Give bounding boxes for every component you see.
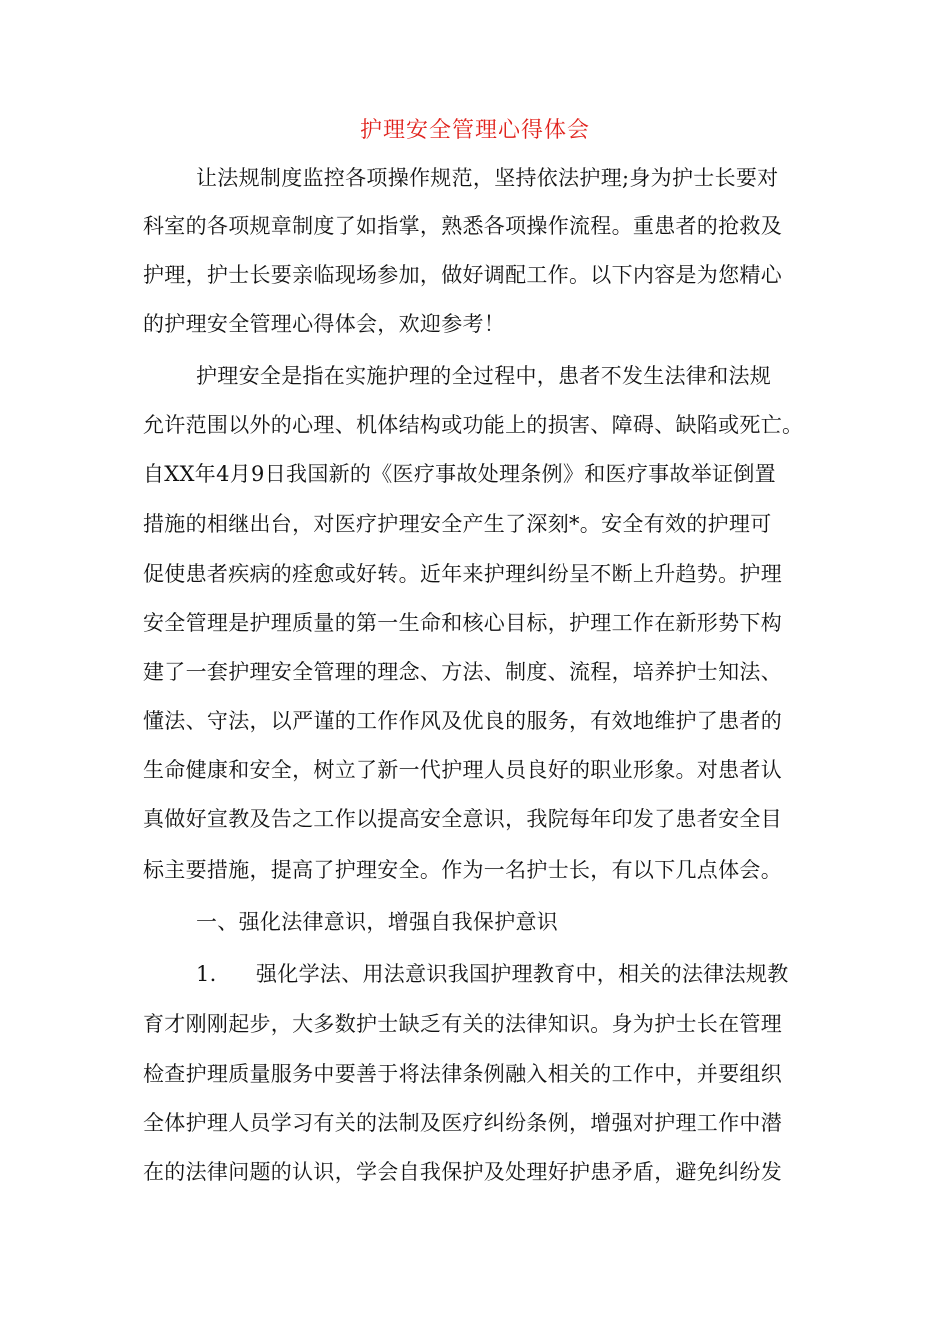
paragraph-line: 科室的各项规章制度了如指掌，熟悉各项操作流程。重患者的抢救及 <box>143 214 782 238</box>
paragraph-line: 促使患者疾病的痊愈或好转。近年来护理纠纷呈不断上升趋势。护理 <box>143 562 782 586</box>
paragraph-line: 育才刚刚起步，大多数护士缺乏有关的法律知识。身为护士长在管理 <box>143 1012 782 1036</box>
paragraph-line: 措施的相继出台，对医疗护理安全产生了深刻*。安全有效的护理可 <box>143 512 772 536</box>
paragraph-line: 生命健康和安全，树立了新一代护理人员良好的职业形象。对患者认 <box>143 758 782 782</box>
paragraph-line: 让法规制度监控各项操作规范，坚持依法护理;身为护士长要对 <box>196 166 779 190</box>
paragraph-line: 懂法、守法，以严谨的工作作风及优良的服务，有效地维护了患者的 <box>143 709 782 733</box>
paragraph-line: 建了一套护理安全管理的理念、方法、制度、流程，培养护士知法、 <box>143 660 782 684</box>
paragraph-line: 全体护理人员学习有关的法制及医疗纠纷条例，增强对护理工作中潜 <box>143 1111 782 1135</box>
paragraph-line: 检查护理质量服务中要善于将法律条例融入相关的工作中，并要组织 <box>143 1062 782 1086</box>
paragraph-line: 护理安全是指在实施护理的全过程中，患者不发生法律和法规 <box>196 364 772 388</box>
paragraph-line: 在的法律问题的认识，学会自我保护及处理好护患矛盾，避免纠纷发 <box>143 1160 782 1184</box>
document-title: 护理安全管理心得体会 <box>359 118 590 143</box>
paragraph-line: 标主要措施，提高了护理安全。作为一名护士长，有以下几点体会。 <box>143 858 782 882</box>
paragraph-line: 护理，护士长要亲临现场参加，做好调配工作。以下内容是为您精心 <box>143 263 782 287</box>
item-text: 强化学法、用法意识我国护理教育中，相关的法律法规教 <box>256 962 789 986</box>
paragraph-line: 自XX年4月9日我国新的《医疗事故处理条例》和医疗事故举证倒置 <box>143 462 776 486</box>
paragraph-line: 的护理安全管理心得体会，欢迎参考！ <box>143 312 506 336</box>
item-number: 1. <box>196 962 217 986</box>
paragraph-line: 允许范围以外的心理、机体结构或功能上的损害、障碍、缺陷或死亡。 <box>143 413 804 437</box>
paragraph-line: 真做好宣教及告之工作以提高安全意识，我院每年印发了患者安全目 <box>143 807 782 831</box>
paragraph-line: 安全管理是护理质量的第一生命和核心目标，护理工作在新形势下构 <box>143 611 782 635</box>
section-heading: 一、强化法律意识，增强自我保护意识 <box>196 910 559 934</box>
numbered-item-line <box>196 956 789 992</box>
